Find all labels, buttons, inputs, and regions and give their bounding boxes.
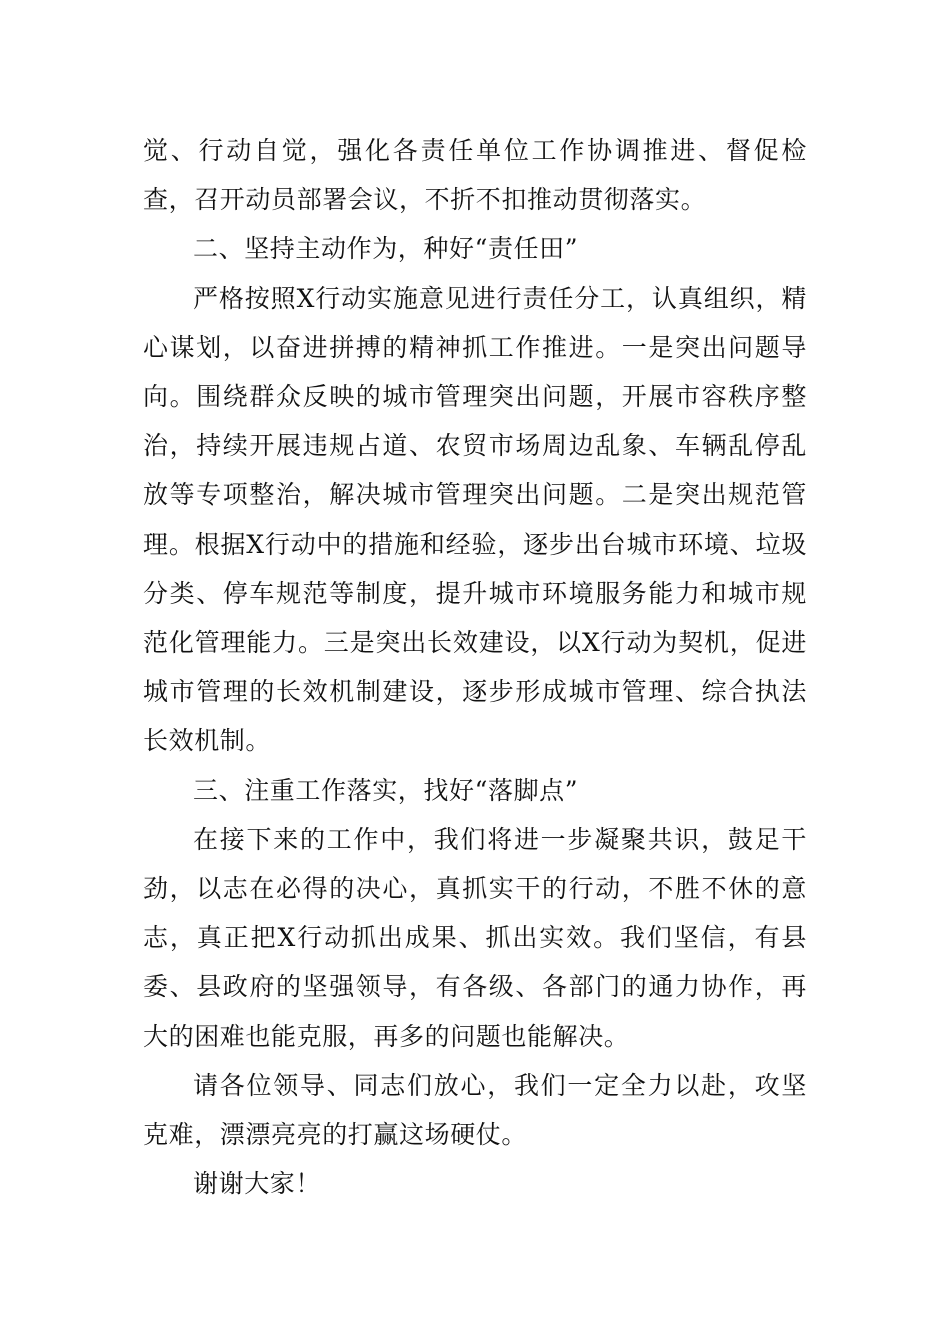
- paragraph-section-3: 在接下来的工作中，我们将进一步凝聚共识，鼓足干劲，以志在必得的决心，真抓实干的行动，不胜不休的意志，真正把X行动抓出成果、抓出实效。我们坚信，有县委、县政府的坚强领导，有各级、各部门的通力协作，再大的困难也能克服，再多的问题也能解决。: [143, 824, 807, 1051]
- paragraph-section-2: 严格按照X行动实施意见进行责任分工，认真组织，精心谋划，以奋进拼搏的精神抓工作推进。一是突出问题导向。围绕群众反映的城市管理突出问题，开展市容秩序整治，持续开展违规占道、农贸市场周边乱象、车辆乱停乱放等专项整治，解决城市管理突出问题。二是突出规范管理。根据X行动中的措施和经验，逐步出台城市环境、垃圾分类、停车规范等制度，提升城市环境服务能力和城市规范化管理能力。三是突出长效建设，以X行动为契机，促进城市管理的长效机制建设，逐步形成城市管理、综合执法长效机制。: [143, 283, 807, 756]
- paragraph-continuation: 觉、行动自觉，强化各责任单位工作协调推进、督促检查，召开动员部署会议，不折不扣推动贯彻落实。: [143, 136, 807, 215]
- document-body: [143, 126, 807, 1208]
- paragraph-closing: 谢谢大家！: [193, 1169, 322, 1199]
- section-heading-2: 二、坚持主动作为，种好“责任田”: [193, 234, 579, 264]
- section-heading-3: 三、注重工作落实，找好“落脚点”: [193, 775, 579, 805]
- paragraph-assurance: 请各位领导、同志们放心，我们一定全力以赴，攻坚克难，漂漂亮亮的打赢这场硬仗。: [143, 1070, 807, 1150]
